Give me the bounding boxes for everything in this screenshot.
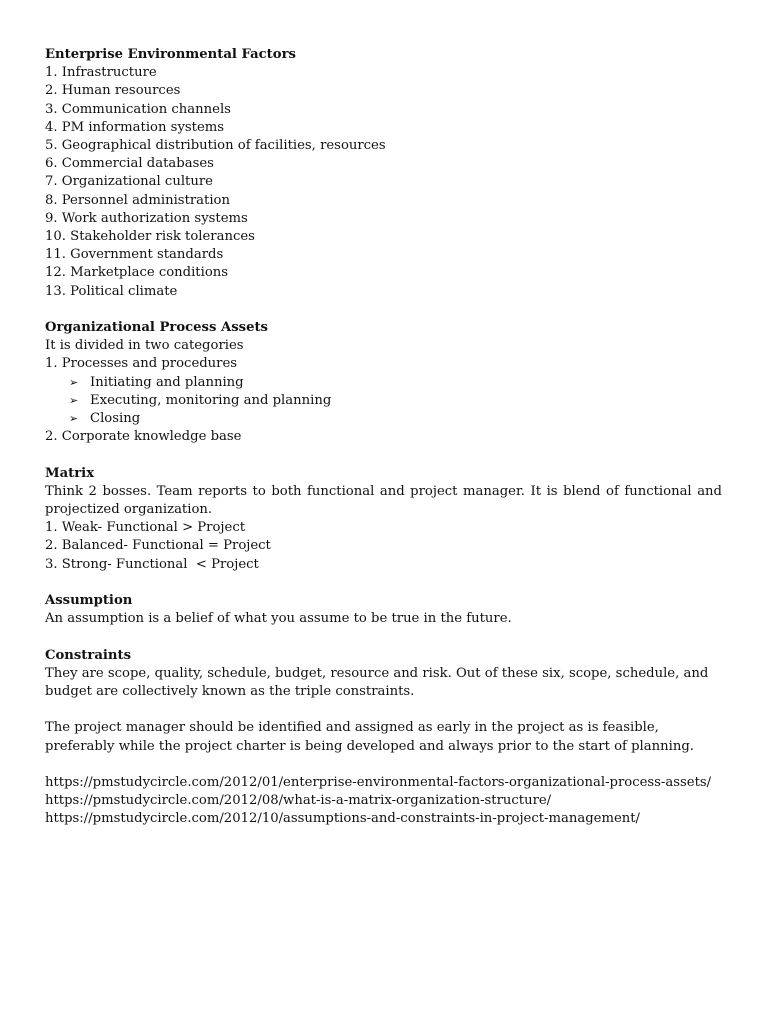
reference-link[interactable]: https://pmstudycircle.com/2012/08/what-is-a-matrix-organization-structure/	[45, 793, 552, 809]
matrix-heading: Matrix	[45, 465, 95, 481]
opa-subitem-label: Closing	[90, 411, 141, 427]
eef-item: 9. Work authorization systems	[45, 210, 248, 226]
constraints-text: They are scope, quality, schedule, budget, resource and risk. Out of these six, scope, schedule, and budget are collectively known as the triple constraints.	[45, 665, 709, 700]
matrix-item: 3. Strong- Functional < Project	[45, 556, 259, 572]
eef-item: 5. Geographical distribution of facilities, resources	[45, 138, 386, 154]
assumption-text: An assumption is a belief of what you assume to be true in the future.	[45, 611, 512, 627]
spacer	[45, 574, 722, 592]
eef-item: 11. Government standards	[45, 247, 224, 263]
arrow-bullet-icon: ➢	[69, 375, 79, 389]
spacer	[45, 628, 722, 646]
project-manager-text: The project manager should be identified and assigned as early in the project as is feasible, preferably while the project charter is being developed and always prior to the start of planning.	[45, 720, 694, 754]
matrix-item: 1. Weak- Functional > Project	[45, 520, 246, 536]
arrow-bullet-icon: ➢	[69, 412, 79, 426]
spacer	[45, 301, 722, 319]
opa-subitem-label: Initiating and planning	[90, 374, 244, 390]
eef-item: 4. PM information systems	[45, 119, 225, 135]
arrow-bullet-icon: ➢	[69, 393, 79, 407]
opa-item: 1. Processes and procedures	[45, 356, 238, 372]
reference-link[interactable]: https://pmstudycircle.com/2012/10/assumptions-and-constraints-in-project-management/	[45, 811, 640, 827]
eef-item: 7. Organizational culture	[45, 174, 213, 190]
opa-subitem	[45, 410, 722, 428]
opa-heading: Organizational Process Assets	[45, 320, 268, 336]
spacer	[45, 701, 722, 719]
eef-item: 12. Marketplace conditions	[45, 265, 229, 281]
eef-item: 3. Communication channels	[45, 101, 231, 117]
eef-item: 2. Human resources	[45, 83, 181, 99]
constraints-heading: Constraints	[45, 647, 132, 663]
matrix-item: 2. Balanced- Functional = Project	[45, 538, 271, 554]
opa-subitem	[45, 374, 722, 392]
spacer	[45, 756, 722, 774]
eef-item: 1. Infrastructure	[45, 65, 157, 81]
matrix-paragraph: Think 2 bosses. Team reports to both functional and project manager. It is blend of functional and projectized organization.	[45, 483, 722, 518]
eef-item: 10. Stakeholder risk tolerances	[45, 229, 255, 245]
reference-link[interactable]: https://pmstudycircle.com/2012/01/enterprise-environmental-factors-organizational-process-assets/	[45, 775, 712, 791]
opa-intro: It is divided in two categories	[45, 338, 244, 354]
opa-subitem	[45, 392, 722, 410]
document-body	[45, 46, 722, 829]
opa-item: 2. Corporate knowledge base	[45, 429, 242, 445]
spacer	[45, 446, 722, 464]
eef-item: 13. Political climate	[45, 283, 178, 299]
assumption-heading: Assumption	[45, 593, 133, 609]
eef-item: 8. Personnel administration	[45, 192, 230, 208]
opa-subitem-label: Executing, monitoring and planning	[90, 392, 332, 408]
eef-item: 6. Commercial databases	[45, 156, 214, 172]
eef-heading: Enterprise Environmental Factors	[45, 47, 296, 62]
